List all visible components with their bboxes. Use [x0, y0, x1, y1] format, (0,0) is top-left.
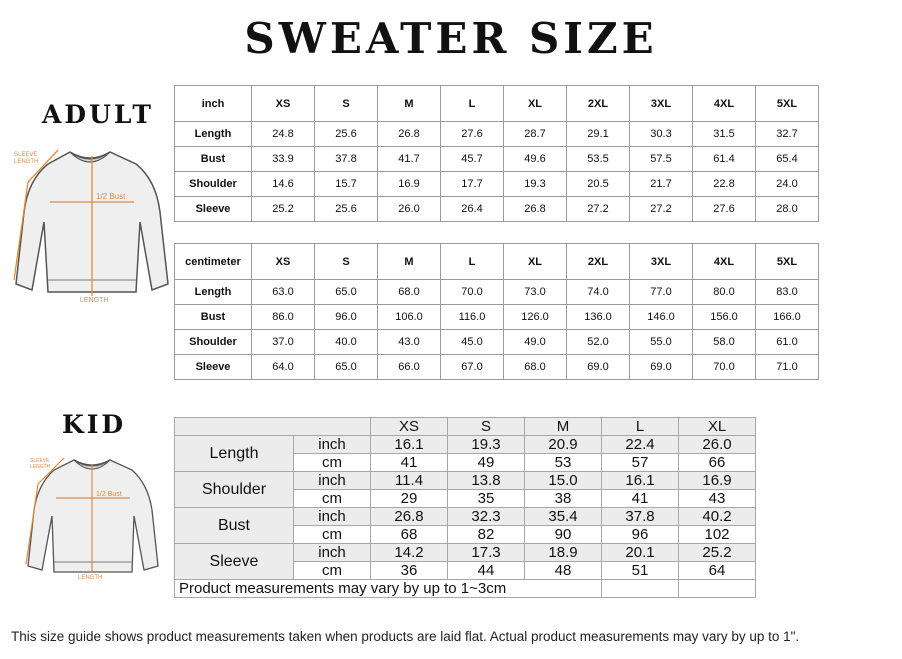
table-cell: 28.0	[756, 197, 819, 222]
measure-label: Bust	[175, 508, 294, 544]
table-cell: 26.0	[378, 197, 441, 222]
table-cell: 77.0	[630, 280, 693, 305]
note-row	[175, 580, 756, 598]
table-cell: 53	[525, 454, 602, 472]
unit-header: inch	[175, 86, 252, 122]
half-bust-label: 1/2 Bust	[96, 192, 126, 201]
table-cell: 66	[679, 454, 756, 472]
unit-label: cm	[294, 490, 371, 508]
table-cell: 136.0	[567, 305, 630, 330]
unit-label: inch	[294, 472, 371, 490]
table-cell: 26.8	[504, 197, 567, 222]
table-cell: 20.9	[525, 436, 602, 454]
table-cell: 18.9	[525, 544, 602, 562]
table-cell: 27.2	[630, 197, 693, 222]
table-cell: 53.5	[567, 147, 630, 172]
size-header: M	[378, 86, 441, 122]
table-cell: 82	[448, 526, 525, 544]
table-cell: 49	[448, 454, 525, 472]
table-row	[175, 508, 756, 526]
row-label: Sleeve	[175, 197, 252, 222]
table-cell: 44	[448, 562, 525, 580]
measure-label: Length	[175, 436, 294, 472]
table-row	[175, 544, 756, 562]
row-label: Sleeve	[175, 355, 252, 380]
table-cell: 35	[448, 490, 525, 508]
sleeve-label-line-2: LENGTH	[14, 159, 39, 165]
table-cell: 73.0	[504, 280, 567, 305]
table-cell: 40.2	[679, 508, 756, 526]
table-cell: 146.0	[630, 305, 693, 330]
unit-label: cm	[294, 526, 371, 544]
kid-sleeve-label-line-1: SLEEVE	[30, 458, 50, 464]
table-cell: 57	[602, 454, 679, 472]
adult-sweater-illustration	[8, 142, 174, 304]
unit-label: cm	[294, 454, 371, 472]
size-header: XS	[371, 418, 448, 436]
kid-sleeve-label-line-2: LENGTH	[30, 464, 51, 470]
table-cell: 96	[602, 526, 679, 544]
size-header: XS	[252, 86, 315, 122]
table-cell: 70.0	[441, 280, 504, 305]
table-cell: 106.0	[378, 305, 441, 330]
table-cell: 25.6	[315, 197, 378, 222]
table-row	[175, 472, 756, 490]
table-cell: 64.0	[252, 355, 315, 380]
size-header: 4XL	[693, 86, 756, 122]
table-cell: 45.0	[441, 330, 504, 355]
unit-label: cm	[294, 562, 371, 580]
table-cell: 49.6	[504, 147, 567, 172]
table-row	[175, 305, 819, 330]
table-cell: 21.7	[630, 172, 693, 197]
table-cell: 16.9	[378, 172, 441, 197]
table-row	[175, 147, 819, 172]
table-cell: 17.7	[441, 172, 504, 197]
size-header: XS	[252, 244, 315, 280]
table-cell: 69.0	[567, 355, 630, 380]
table-cell: 32.7	[756, 122, 819, 147]
adult-cm-table	[174, 243, 819, 380]
table-cell: 14.6	[252, 172, 315, 197]
footer-disclaimer: This size guide shows product measurements taken when products are laid flat. Actual product measurements may vary by up to 1".	[11, 629, 800, 644]
table-cell: 19.3	[504, 172, 567, 197]
table-row	[175, 436, 756, 454]
size-header: XL	[504, 86, 567, 122]
unit-header: centimeter	[175, 244, 252, 280]
table-cell: 11.4	[371, 472, 448, 490]
table-cell: 41	[371, 454, 448, 472]
table-cell: 96.0	[315, 305, 378, 330]
table-cell: 29	[371, 490, 448, 508]
kid-size-table	[174, 417, 756, 598]
table-cell: 70.0	[693, 355, 756, 380]
size-header: 2XL	[567, 86, 630, 122]
table-cell: 40.0	[315, 330, 378, 355]
table-cell: 22.4	[602, 436, 679, 454]
table-cell: 43	[679, 490, 756, 508]
table-cell: 16.1	[602, 472, 679, 490]
row-label: Length	[175, 122, 252, 147]
measure-label: Shoulder	[175, 472, 294, 508]
row-label: Length	[175, 280, 252, 305]
unit-label: inch	[294, 544, 371, 562]
table-row	[175, 355, 819, 380]
empty-cell	[602, 580, 679, 598]
table-cell: 24.0	[756, 172, 819, 197]
table-cell: 32.3	[448, 508, 525, 526]
table-cell: 126.0	[504, 305, 567, 330]
size-header: M	[378, 244, 441, 280]
size-header: S	[315, 86, 378, 122]
table-cell: 25.2	[252, 197, 315, 222]
adult-section-label: ADULT	[42, 100, 155, 129]
measurement-note: Product measurements may vary by up to 1~3cm	[175, 580, 602, 598]
table-cell: 66.0	[378, 355, 441, 380]
kid-section-label: KID	[62, 410, 127, 439]
size-header: S	[315, 244, 378, 280]
table-cell: 37.8	[315, 147, 378, 172]
table-cell: 68.0	[504, 355, 567, 380]
table-cell: 13.8	[448, 472, 525, 490]
table-cell: 38	[525, 490, 602, 508]
table-cell: 86.0	[252, 305, 315, 330]
table-cell: 14.2	[371, 544, 448, 562]
table-cell: 65.4	[756, 147, 819, 172]
row-label: Shoulder	[175, 172, 252, 197]
adult-inch-table	[174, 85, 819, 222]
table-cell: 68.0	[378, 280, 441, 305]
table-cell: 156.0	[693, 305, 756, 330]
kid-sweater-body-shape	[28, 460, 158, 572]
size-header: S	[448, 418, 525, 436]
length-label: LENGTH	[80, 297, 109, 304]
table-cell: 27.2	[567, 197, 630, 222]
table-cell: 33.9	[252, 147, 315, 172]
size-header: 3XL	[630, 86, 693, 122]
blank-header-cell	[175, 418, 371, 436]
table-cell: 58.0	[693, 330, 756, 355]
table-cell: 116.0	[441, 305, 504, 330]
table-cell: 15.7	[315, 172, 378, 197]
table-cell: 68	[371, 526, 448, 544]
table-cell: 49.0	[504, 330, 567, 355]
table-cell: 51	[602, 562, 679, 580]
table-cell: 31.5	[693, 122, 756, 147]
table-cell: 41.7	[378, 147, 441, 172]
table-cell: 55.0	[630, 330, 693, 355]
table-cell: 74.0	[567, 280, 630, 305]
empty-cell	[679, 580, 756, 598]
table-cell: 26.8	[378, 122, 441, 147]
size-header: XL	[504, 244, 567, 280]
table-cell: 41	[602, 490, 679, 508]
table-row	[175, 197, 819, 222]
table-cell: 25.6	[315, 122, 378, 147]
table-cell: 37.0	[252, 330, 315, 355]
table-cell: 26.4	[441, 197, 504, 222]
size-header: M	[525, 418, 602, 436]
unit-label: inch	[294, 508, 371, 526]
size-header: 5XL	[756, 244, 819, 280]
table-cell: 57.5	[630, 147, 693, 172]
table-cell: 69.0	[630, 355, 693, 380]
table-row	[175, 280, 819, 305]
table-cell: 17.3	[448, 544, 525, 562]
table-cell: 65.0	[315, 280, 378, 305]
kid-sweater-illustration	[20, 452, 166, 582]
table-cell: 16.1	[371, 436, 448, 454]
sleeve-label-line-1: SLEEVE	[14, 152, 38, 158]
table-cell: 26.8	[371, 508, 448, 526]
table-cell: 166.0	[756, 305, 819, 330]
size-header: L	[441, 244, 504, 280]
size-header: 3XL	[630, 244, 693, 280]
size-header: 5XL	[756, 86, 819, 122]
table-row	[175, 122, 819, 147]
table-cell: 15.0	[525, 472, 602, 490]
size-header: XL	[679, 418, 756, 436]
table-cell: 61.0	[756, 330, 819, 355]
table-cell: 25.2	[679, 544, 756, 562]
table-cell: 29.1	[567, 122, 630, 147]
table-cell: 35.4	[525, 508, 602, 526]
table-cell: 16.9	[679, 472, 756, 490]
row-label: Bust	[175, 147, 252, 172]
table-cell: 71.0	[756, 355, 819, 380]
table-row	[175, 330, 819, 355]
table-cell: 43.0	[378, 330, 441, 355]
table-cell: 28.7	[504, 122, 567, 147]
table-cell: 65.0	[315, 355, 378, 380]
row-label: Bust	[175, 305, 252, 330]
kid-length-label: LENGTH	[78, 575, 103, 581]
table-cell: 80.0	[693, 280, 756, 305]
table-cell: 90	[525, 526, 602, 544]
size-header: L	[602, 418, 679, 436]
measure-label: Sleeve	[175, 544, 294, 580]
size-header: 2XL	[567, 244, 630, 280]
table-cell: 36	[371, 562, 448, 580]
unit-label: inch	[294, 436, 371, 454]
table-cell: 20.1	[602, 544, 679, 562]
table-cell: 24.8	[252, 122, 315, 147]
table-cell: 30.3	[630, 122, 693, 147]
row-label: Shoulder	[175, 330, 252, 355]
table-cell: 67.0	[441, 355, 504, 380]
table-cell: 26.0	[679, 436, 756, 454]
table-cell: 27.6	[693, 197, 756, 222]
table-cell: 48	[525, 562, 602, 580]
size-header: L	[441, 86, 504, 122]
table-cell: 61.4	[693, 147, 756, 172]
table-cell: 20.5	[567, 172, 630, 197]
table-cell: 52.0	[567, 330, 630, 355]
table-cell: 83.0	[756, 280, 819, 305]
table-cell: 19.3	[448, 436, 525, 454]
table-row	[175, 172, 819, 197]
table-cell: 102	[679, 526, 756, 544]
table-cell: 45.7	[441, 147, 504, 172]
page-title: SWEATER SIZE	[244, 14, 658, 63]
kid-half-bust-label: 1/2 Bust	[96, 491, 122, 498]
table-cell: 22.8	[693, 172, 756, 197]
size-header: 4XL	[693, 244, 756, 280]
table-cell: 64	[679, 562, 756, 580]
table-cell: 37.8	[602, 508, 679, 526]
table-cell: 27.6	[441, 122, 504, 147]
table-cell: 63.0	[252, 280, 315, 305]
